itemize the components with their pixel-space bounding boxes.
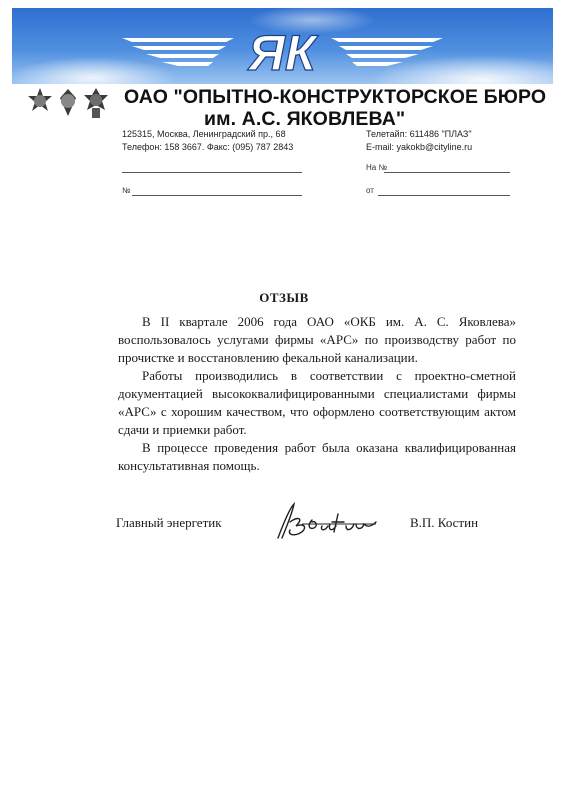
letter-body [118, 313, 516, 475]
company-teletype: Телетайп: 611486 "ПЛАЗ" [366, 129, 472, 139]
outgoing-number-label: № [122, 186, 131, 195]
paragraph-2-text: Работы производились в соответствии с проектно-сметной документацией высококвалифицированными специалистами фирмы «АРС» с хорошим качеством, что оформлено соответствующим актом сдачи и приемки работ. [118, 368, 516, 437]
paragraph-3 [118, 439, 516, 475]
company-name-line2: им. А.С. ЯКОВЛЕВА" [204, 108, 406, 130]
paragraph-1-text: В II квартале 2006 года ОАО «ОКБ им. А. С. Яковлева» воспользовалось услугами фирмы «АРС» по производству работ по прочистке и восстановлению фекальной канализации. [118, 314, 516, 365]
paragraph-3-text: В процессе проведения работ была оказана квалифицированная консультативная помощь. [118, 440, 516, 473]
company-name-line1: ОАО "ОПЫТНО-КОНСТРУКТОРСКОЕ БЮРО [124, 86, 547, 108]
incoming-number-label: На № [366, 163, 388, 172]
paragraph-1 [118, 313, 516, 367]
signatory-name: В.П. Костин [410, 515, 479, 530]
logo-text: ЯК [248, 25, 316, 81]
outgoing-number-line [132, 195, 302, 196]
date-line [378, 195, 510, 196]
company-contacts-block [366, 128, 472, 154]
company-name [124, 86, 546, 130]
incoming-number-line [384, 172, 510, 173]
header-banner [12, 8, 553, 84]
company-logo [12, 8, 553, 84]
company-phone-fax: Телефон: 158 3667. Факс: (095) 787 2843 [122, 142, 294, 152]
paragraph-2 [118, 367, 516, 439]
company-email: E-mail: yakokb@cityline.ru [366, 142, 473, 152]
company-address: 125315, Москва, Ленинградский пр., 68 [122, 129, 286, 139]
award-medals-icon [24, 86, 116, 120]
signatory-role: Главный энергетик [116, 515, 222, 530]
handwritten-signature [272, 500, 382, 545]
letter-title: ОТЗЫВ [259, 290, 309, 305]
company-address-block [122, 128, 293, 154]
date-label: от [366, 186, 374, 195]
reference-line-left-top [122, 172, 302, 173]
